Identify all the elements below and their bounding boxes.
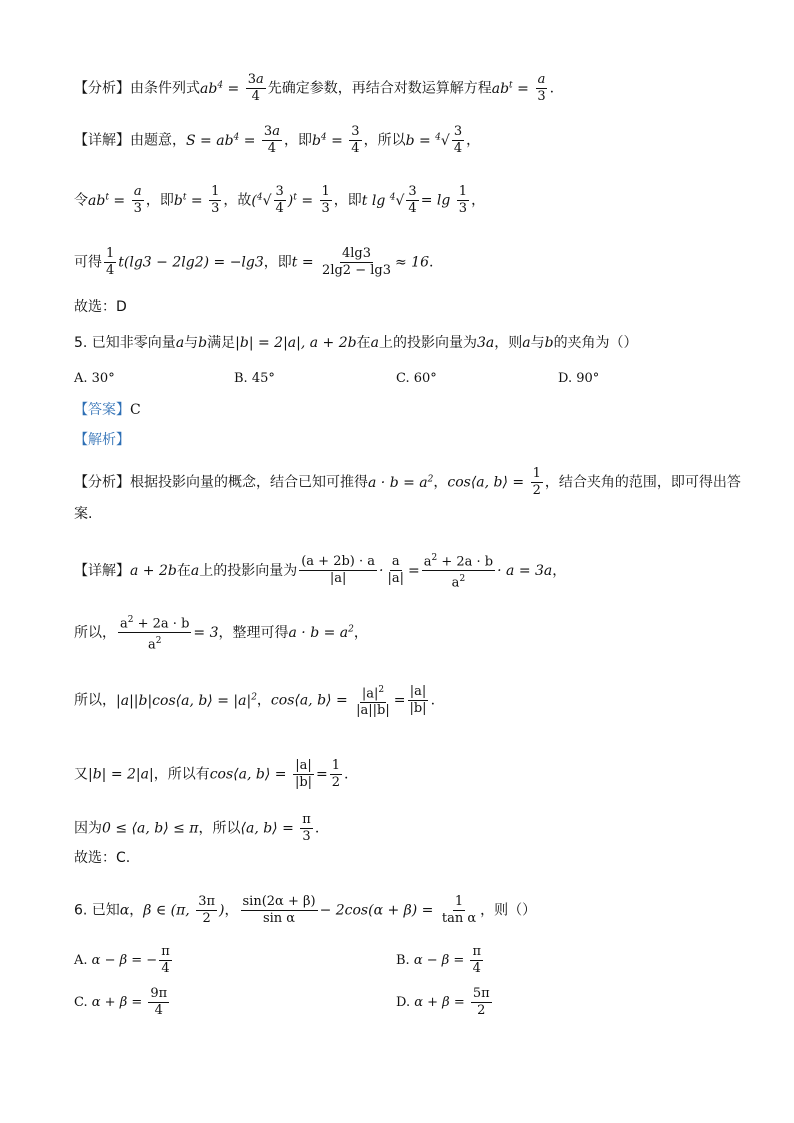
detail-text: ，所以 (363, 132, 406, 149)
detail-text: 由题意， (130, 132, 186, 149)
stem-text: 6. 已知 (74, 902, 120, 919)
stem-text: ，则（） (480, 902, 537, 919)
detail-text: 在 (176, 562, 191, 579)
q4-analysis-line: 【分析】由条件列式$ab^4$ = $\frac{3a}{4}$ 先确定参数，再结合对数运算解方程$ab^t$ = $\frac{a}{3}$ . (74, 72, 555, 104)
q5-option-b: B. 45° (234, 371, 275, 386)
q5-option-a: A. 30° (74, 371, 115, 386)
step-text: ，故 (223, 192, 252, 209)
stem-text: ，则 (494, 335, 523, 351)
q4-step-line: 令$ab^t$ = $\frac{a}{3}$ ，即$b^t$ = $\frac{1}{3}$ ，故($^4$√ $\frac{3}{4}$ )$^t$ = $\frac{1}{3}$ ，即t lg $^4$√ $\frac{3}{4}$ = lg $\frac{1}{3}$ ， (74, 184, 486, 216)
detail-tag: 【详解】 (74, 132, 130, 149)
q5-answer (74, 400, 141, 420)
q6-stem: 6. 已知α，β ∈ (π, $\frac{3\pi}{2}$ )， $\frac{\sin(2\alpha + \beta)}{\text{sin α}}$ − 2cos(α + β) = $\frac{1}{\text{tan α}}$ ，则（） (74, 894, 537, 926)
analysis-tag: 【分析】 (74, 474, 130, 491)
detail-text: 上的投影向量为 (199, 562, 298, 579)
analysis-text: 由条件列式 (130, 80, 200, 97)
step-text: ，所以 (198, 820, 241, 837)
stem-text: 的夹角为（） (553, 335, 638, 351)
step-text: ，即 (145, 192, 174, 209)
q5-stem: 5. 已知非零向量a与b满足|b| = 2|a|, a + 2b在a上的投影向量为3a，则a与b的夹角为（） (74, 335, 638, 351)
q4-detail-line: 【详解】由题意，$S = ab^4$ = $\frac{3a}{4}$ ，即$b^4$ = $\frac{3}{4}$ ，所以b = $^4$√ $\frac{3}{4}$ ， (74, 124, 481, 156)
q5-step5: 因为0 ≤ ⟨a, b⟩ ≤ π，所以⟨a, b⟩ = $\frac{\pi}{3}$ . (74, 812, 320, 844)
q6-option-c: C. α + β = $\frac{9\pi}{4}$ (74, 986, 168, 1018)
q6-option-b: B. α − β = $\frac{\pi}{4}$ (396, 944, 481, 976)
analysis-text: ，结合夹角的范围，即可得出答 (544, 474, 741, 491)
stem-text: ， (129, 902, 144, 919)
step-text: 所以， (74, 624, 116, 641)
answer-tag: 【答案】 (74, 402, 130, 418)
step-text: ，即 (333, 192, 362, 209)
detail-text: ，即 (283, 132, 312, 149)
answer-value: C (130, 402, 141, 418)
stem-text: 上的投影向量为 (378, 335, 477, 351)
step-text: ，整理可得 (218, 624, 289, 641)
q5-detail: 【详解】a + 2b在a上的投影向量为 $\frac{(a + 2b) \cdot a}{|a|}$ · $\frac{a}{|a|}$ = $\frac{a^2 + 2a \cdot b}{a^2}$ · a = 3a， (74, 550, 566, 592)
step-text: 因为 (74, 820, 102, 837)
q6-option-d: D. α + β = $\frac{5\pi}{2}$ (396, 986, 490, 1018)
step-text: 又 (74, 766, 88, 783)
q4-choose: 故选：D (74, 299, 127, 315)
q6-option-a: A. α − β = − $\frac{\pi}{4}$ (74, 944, 170, 976)
step-text: 令 (74, 192, 88, 209)
stem-text: 5. 已知非零向量 (74, 335, 176, 351)
stem-text: 在 (356, 335, 371, 351)
q5-explain-tag: 【解析】 (74, 432, 130, 448)
q5-step2: 所以， $\frac{a^2 + 2a \cdot b}{a^2}$ = 3，整理可得$a \cdot b = a^2$， (74, 612, 368, 654)
analysis-text: 先确定参数，再结合对数运算解方程 (267, 80, 492, 97)
q5-analysis: 【分析】根据投影向量的概念，结合已知可推得$a \cdot b = a^2$，cos⟨a, b⟩ = $\frac{1}{2}$ ，结合夹角的范围，即可得出答 (74, 466, 741, 498)
detail-tag: 【详解】 (74, 562, 130, 579)
step-text: ，所以有 (153, 766, 210, 783)
q5-step3: 所以，|a||b|cos⟨a, b⟩ = $|a|^2$，cos⟨a, b⟩ = $\frac{|a|^2}{|a||b|}$ = $\frac{|a|}{|b|}$ . (74, 682, 435, 719)
stem-text: 满足 (207, 335, 236, 351)
stem-text: 与 (184, 335, 199, 351)
result-text: ，即 (263, 254, 292, 271)
q5-step4: 又|b| = 2|a|，所以有cos⟨a, b⟩ = $\frac{|a|}{|b|}$ = $\frac{1}{2}$ . (74, 758, 349, 790)
step-text: 所以， (74, 692, 116, 709)
analysis-tag: 【分析】 (74, 80, 130, 97)
q5-option-d: D. 90° (558, 371, 600, 386)
q4-result-line: 可得 $\frac{1}{4}$ t(lg3 − 2lg2) = −lg3，即t = $\frac{4\lg 3}{2\lg 2 - \lg 3}$ ≈ 16. (74, 246, 434, 278)
result-text: 可得 (74, 254, 102, 271)
q5-option-c: C. 60° (396, 371, 437, 386)
q5-choose: 故选：C. (74, 850, 131, 866)
analysis-text: 根据投影向量的概念，结合已知可推得 (130, 474, 368, 491)
stem-text: 与 (530, 335, 545, 351)
q5-analysis-cont: 案. (74, 506, 93, 522)
